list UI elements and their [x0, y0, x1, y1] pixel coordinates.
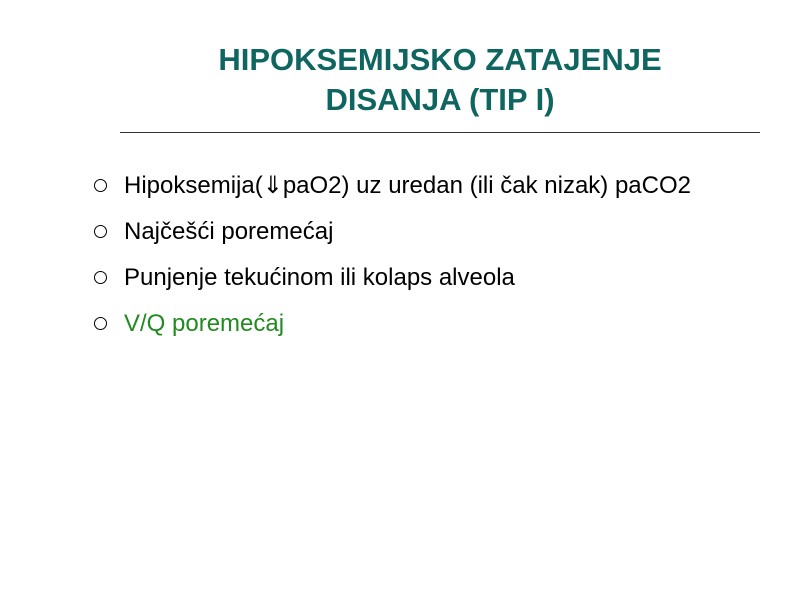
bullet-text-1: Hipoksemija(⇓paO2) uz uredan (ili čak nizak) paCO2	[124, 172, 691, 199]
bullet-item-2	[90, 214, 780, 260]
hollow-circle-icon	[94, 317, 107, 330]
title-divider	[120, 132, 760, 133]
bullet-list	[90, 168, 780, 352]
hollow-circle-icon	[94, 179, 107, 192]
bullet-item-3	[90, 260, 780, 306]
bullet-text-3: Punjenje tekućinom ili kolaps alveola	[124, 264, 515, 291]
slide-title-line-1: HIPOKSEMIJSKO ZATAJENJE	[218, 42, 662, 77]
bullet-item-1	[90, 168, 780, 214]
hollow-circle-icon	[94, 271, 107, 284]
bullet-text-2: Najčešći poremećaj	[124, 218, 334, 245]
bullet-item-4	[90, 306, 780, 352]
hollow-circle-icon	[94, 225, 107, 238]
bullet-text-4: V/Q poremećaj	[124, 310, 285, 337]
slide-title	[120, 40, 760, 120]
slide-title-line-2: DISANJA (TIP I)	[325, 82, 555, 117]
